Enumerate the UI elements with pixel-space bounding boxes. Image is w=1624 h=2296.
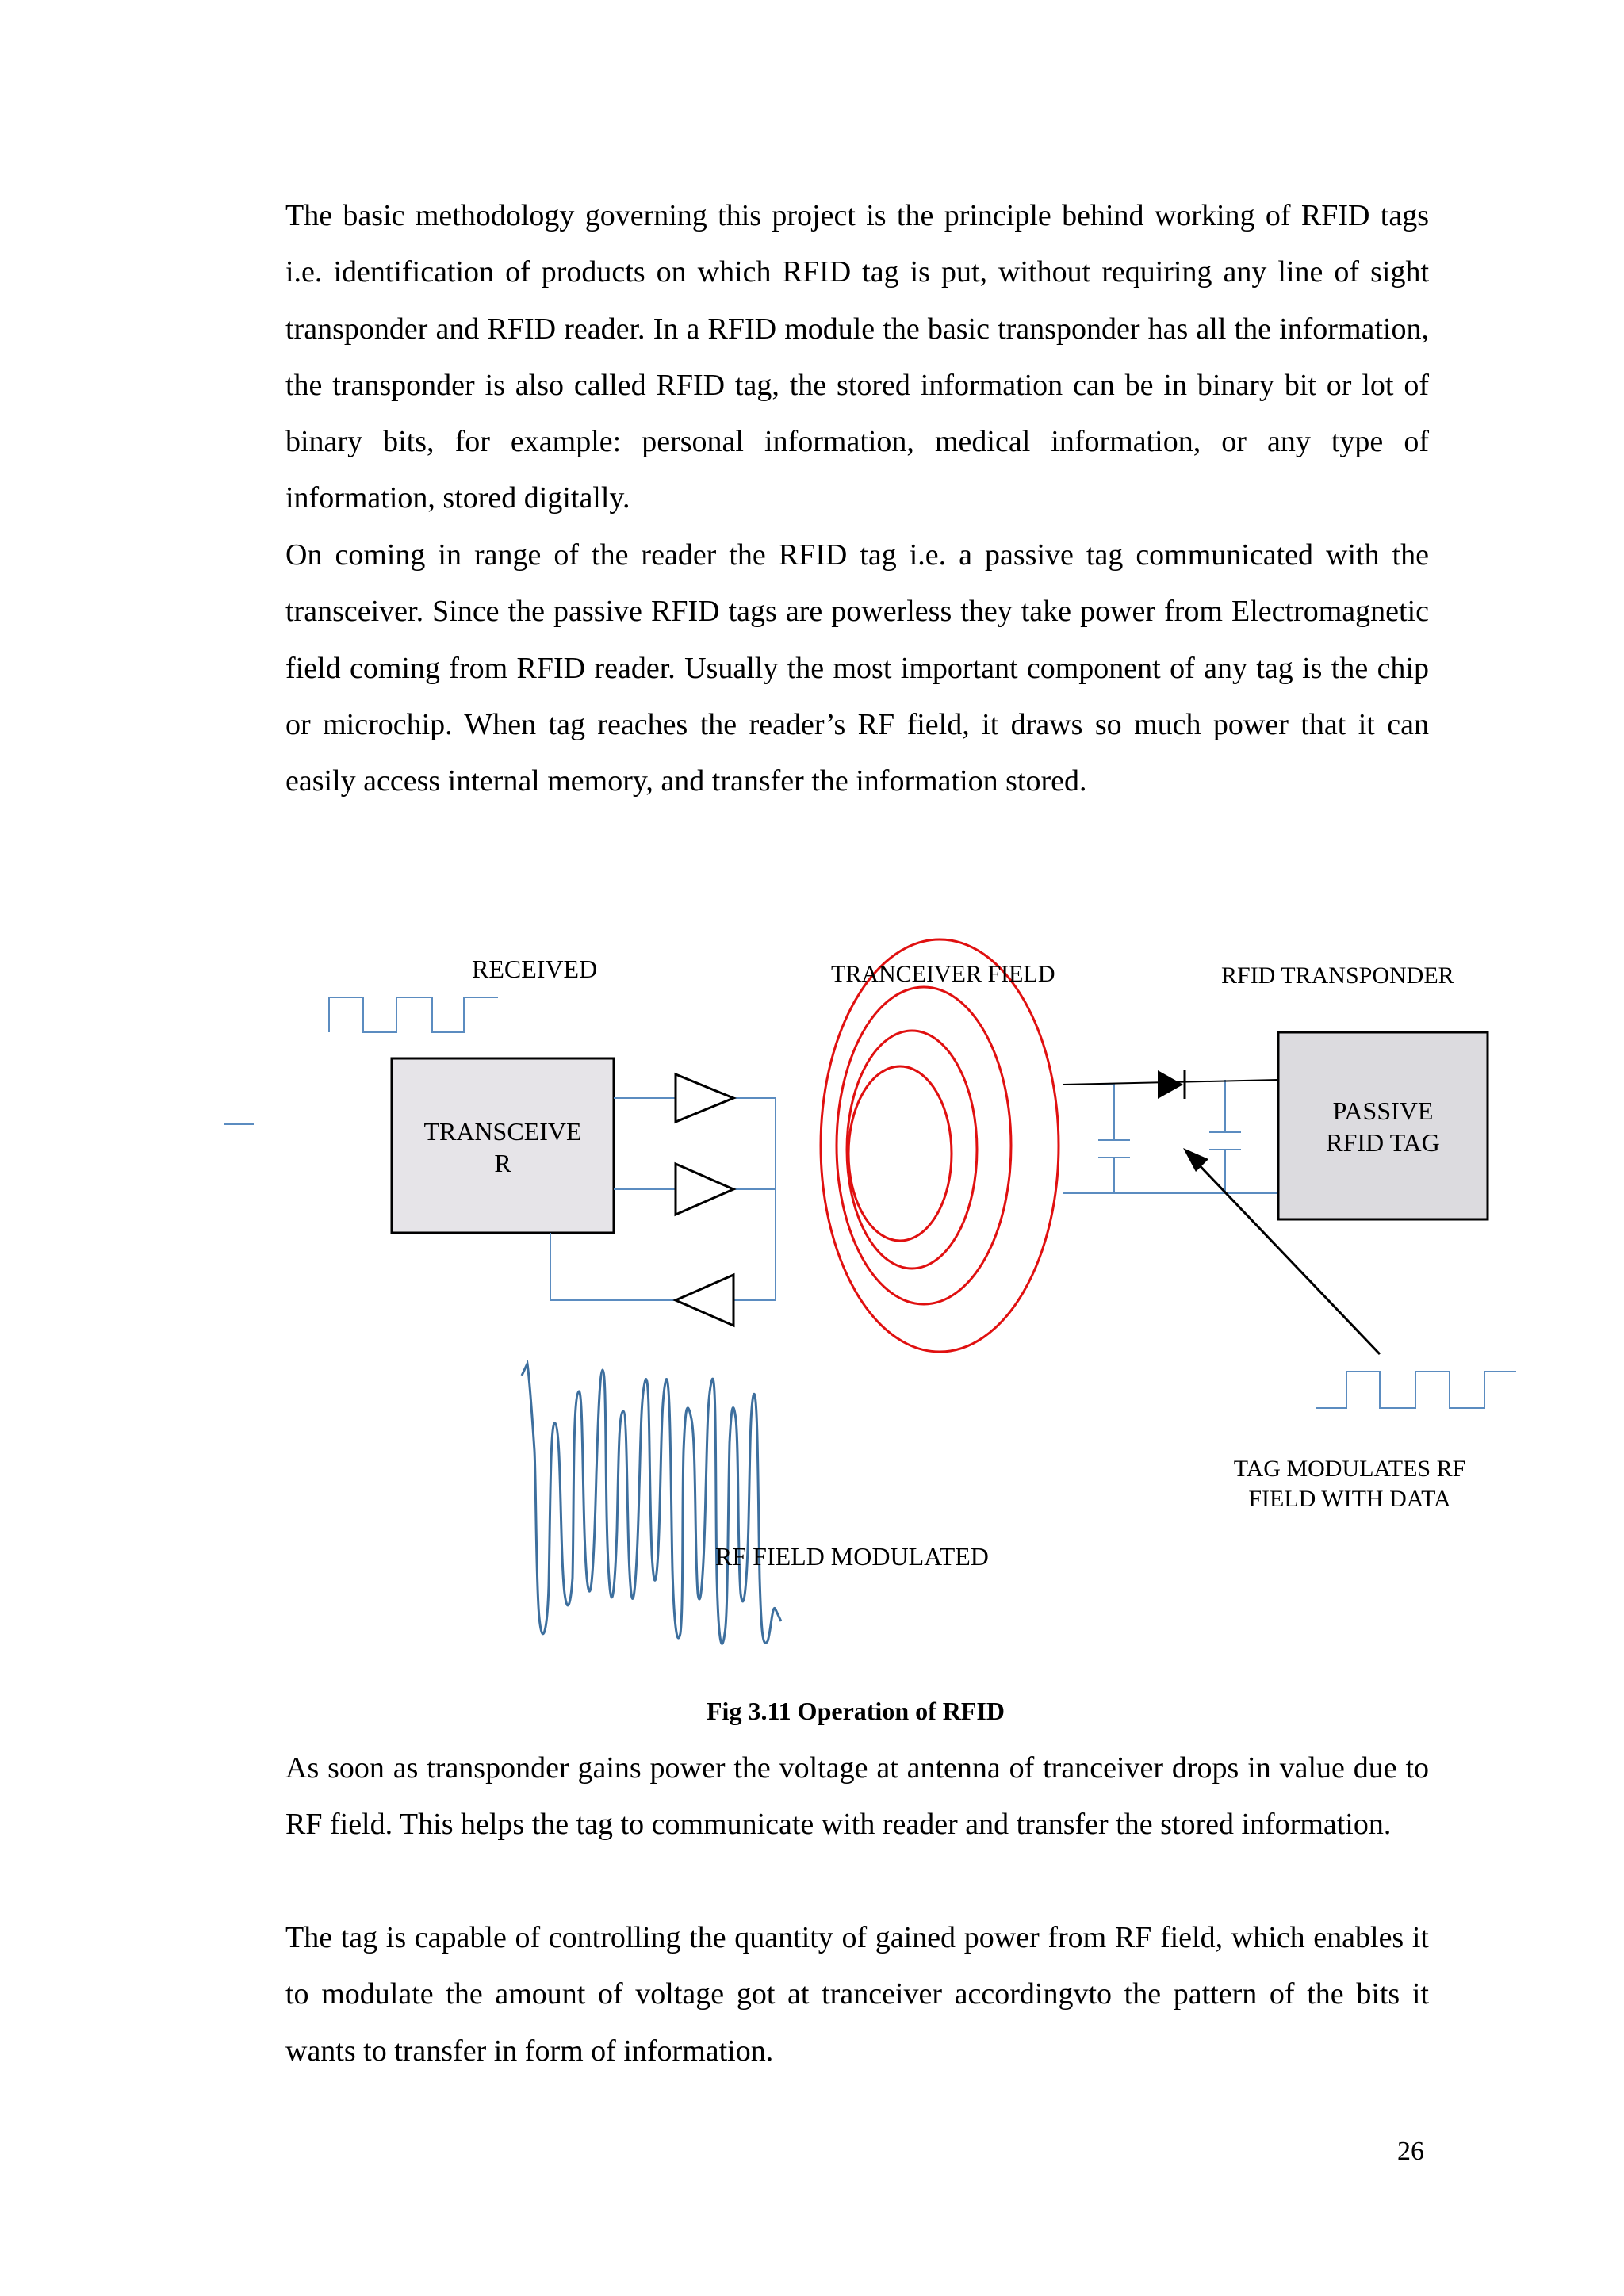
transceiver-box xyxy=(392,1058,614,1233)
transceiver-label-line2: R xyxy=(494,1149,511,1177)
transponder-circuit xyxy=(1063,1080,1278,1193)
modulates-label-line1: TAG MODULATES RF xyxy=(1233,1456,1466,1482)
page-number: 26 xyxy=(1397,2137,1424,2166)
diode-icon xyxy=(1158,1070,1183,1099)
rfid-operation-diagram xyxy=(0,936,1624,1665)
transceiver-label-line1: TRANSCEIVE xyxy=(423,1117,582,1146)
amplifier-2 xyxy=(676,1164,733,1215)
figure-caption: Fig 3.11 Operation of RFID xyxy=(707,1697,1005,1725)
paragraph-1: The basic methodology governing this project is the principle behind working of RFID tags i.e. identification of products on which RFID tag is put, without requiring any line of sight transponder and RFID reader. In a RFID module the basic transponder has all the information, the transponder is also called RFID tag, the stored information can be in binary bit or lot of binary bits, for example: personal information, medical information, or any type of information, stored digitally. xyxy=(285,199,1429,515)
tag-label-line1: PASSIVE xyxy=(1332,1096,1434,1125)
amplifier-3 xyxy=(676,1275,733,1326)
tranceiver-field-label: TRANCEIVER FIELD xyxy=(831,961,1055,987)
received-label: RECEIVED xyxy=(472,955,598,983)
modulates-label-line2: FIELD WITH DATA xyxy=(1248,1486,1451,1512)
received-square-wave xyxy=(329,997,498,1032)
rf-modulated-wave xyxy=(522,1364,781,1644)
passive-rfid-tag-box xyxy=(1278,1032,1488,1219)
tag-square-wave xyxy=(1316,1372,1516,1408)
rfid-transponder-label: RFID TRANSPONDER xyxy=(1221,962,1454,989)
tag-label-line2: RFID TAG xyxy=(1326,1128,1440,1157)
paragraph-2: On coming in range of the reader the RFID tag i.e. a passive tag communicated with the transceiver. Since the passive RFID tags are powerless they take power from Electromagnetic field coming from RFID reader. Usually the most important component of any tag is the chip or microchip. When tag reaches the reader’s RF field, it draws so much power that it can easily access internal memory, and transfer the information stored. xyxy=(285,538,1429,798)
paragraph-3: As soon as transponder gains power the voltage at antenna of tranceiver drops in value due to RF field. This helps the tag to communicate with reader and transfer the stored information. xyxy=(285,1751,1429,1842)
arrow-head xyxy=(1183,1148,1208,1172)
rf-field-modulated-label: RF FIELD MODULATED xyxy=(715,1542,989,1571)
amplifier-1 xyxy=(676,1074,733,1122)
tranceiver-field-rings xyxy=(821,939,1059,1352)
paragraph-4: The tag is capable of controlling the quantity of gained power from RF field, which enables it to modulate the amount of voltage got at tranceiver accordingvto the pattern of the bits it wants to transfer in form of information. xyxy=(285,1921,1429,2068)
